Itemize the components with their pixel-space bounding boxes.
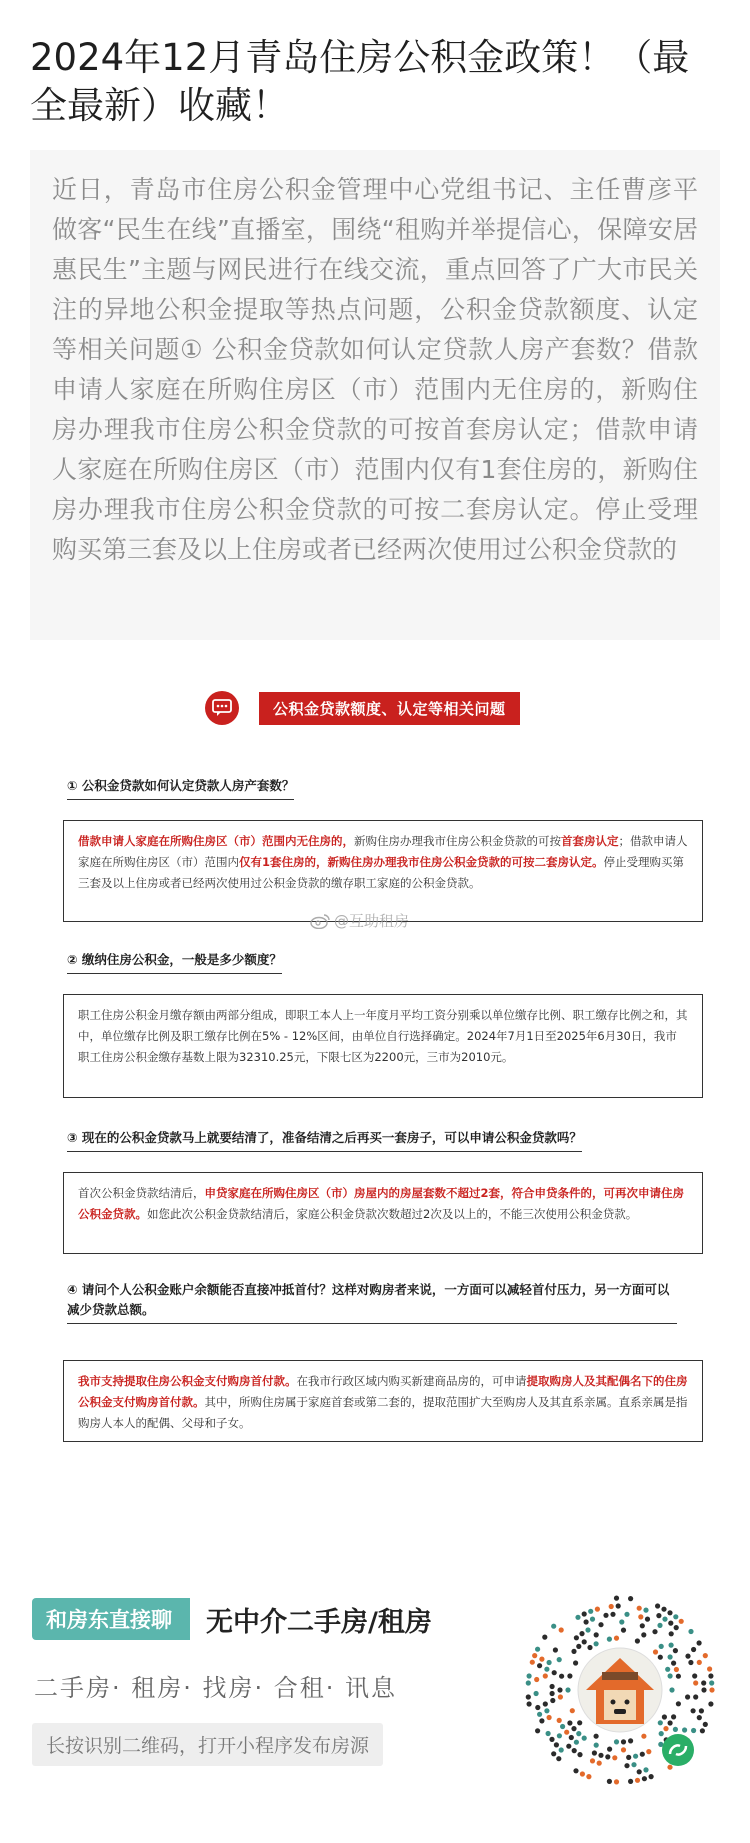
qr-dot [586,1774,591,1779]
qr-dot [688,1629,693,1634]
qr-dot [700,1728,705,1733]
answer-4-text: 其中，所购住房属于家庭首套或第二套的，提取范围扩大至购房人及其直系亲属。直系亲属是指购房人本人的配偶、父母和子女。 [78,1395,688,1430]
qr-dot [547,1715,552,1720]
qr-dot [582,1611,587,1616]
qr-dot [544,1708,549,1713]
qr-dot [697,1640,702,1645]
answer-2-text: 职工住房公积金月缴存额由两部分组成，即职工本人上一年度月平均工资分别乘以单位缴存比例、职工缴存比例之和，其中，单位缴存比例及职工缴存比例在5% - 12%区间，由单位自行选择确定。2024年7月1日至2025年6月30日，我市职工住房公积金缴存基数上限为32310.25元，下限七区为2200元，三市为2010元。 [78,1008,688,1064]
qr-dot [610,1612,615,1617]
qr-dot [557,1657,562,1662]
qr-dot [542,1635,547,1640]
qr-dot [703,1653,708,1658]
qr-dot [557,1733,562,1738]
qr-dot [582,1639,587,1644]
answer-3-text: 如您此次公积金贷款结清后，家庭公积金贷款次数超过2次及以上的，不能三次使用公积金贷款。 [147,1207,638,1221]
qr-dot [656,1613,661,1618]
qr-dot [598,1622,603,1627]
qr-dot [643,1767,648,1772]
qr-dot [668,1621,673,1626]
qr-dot [552,1670,557,1675]
qr-dot [614,1596,619,1601]
answer-4-highlight: 提取购房人及其配偶名下的住房公积金支付购房首付款。 [78,1374,688,1409]
qr-dot [668,1654,673,1659]
qr-dot [665,1667,670,1672]
answer-3-text: 首次公积金贷款结清后， [78,1186,205,1200]
qr-dot [635,1638,640,1643]
question-3: ③ 现在的公积金贷款马上就要结清了，准备结清之后再买一套房子，可以申请公积金贷款吗？ [67,1128,582,1152]
qr-dot [709,1687,714,1692]
qr-dot [658,1720,663,1725]
qr-dot [614,1739,619,1744]
qr-dot [550,1684,555,1689]
qr-dot [597,1761,602,1766]
qr-dot [534,1691,539,1696]
qr-dot [594,1743,599,1748]
qr-dot [691,1708,696,1713]
qr-dot [605,1754,610,1759]
qr-dot [659,1644,664,1649]
qr-dot [673,1727,678,1732]
qr-dot [584,1619,589,1624]
answer-4-text: 在我市行政区域内购买新建商品房的，可申请 [296,1374,527,1388]
qr-dot [671,1714,676,1719]
qr-dot [621,1739,626,1744]
qr-dot [643,1608,648,1613]
promo-headline [32,1598,432,1640]
qr-dot [574,1740,579,1745]
qr-dot [621,1747,626,1752]
qr-dot [594,1641,599,1646]
qr-dot [685,1654,690,1659]
qr-dot [614,1636,619,1641]
qr-dot [641,1734,646,1739]
qr-dot [663,1726,668,1731]
qr-dot [582,1736,587,1741]
qr-dot [558,1694,563,1699]
qr-dot [673,1614,678,1619]
qr-dot [526,1694,531,1699]
qr-dot [624,1763,629,1768]
qr-dot [571,1649,576,1654]
qr-dot [567,1673,572,1678]
qr-dot [557,1687,562,1692]
qr-dot [688,1660,693,1665]
qr-dot [609,1604,614,1609]
chat-bubble-icon [205,691,239,725]
qr-dot [662,1714,667,1719]
qr-dot [682,1727,687,1732]
qr-dot [628,1738,633,1743]
qr-dot [640,1752,645,1757]
qr-dot [619,1619,624,1624]
qr-dot [556,1756,561,1761]
question-2: ② 缴纳住房公积金，一般是多少额度？ [67,950,282,974]
qr-dot [676,1674,681,1679]
qr-dot [669,1631,674,1636]
qr-dot [537,1712,542,1717]
qr-dot [527,1701,532,1706]
qr-dot [697,1660,702,1665]
qr-dot [576,1731,581,1736]
qr-dot [539,1657,544,1662]
qr-dot [547,1660,552,1665]
qr-dot [590,1617,595,1622]
answer-1-text: 新购住房办理我市住房公积金贷款的可按 [354,834,561,848]
qr-dot [594,1734,599,1739]
qr-dot [566,1744,571,1749]
answer-2 [63,994,703,1098]
qr-dot [530,1660,535,1665]
qr-dot [549,1737,554,1742]
qr-dot [537,1663,542,1668]
qr-dot [669,1687,674,1692]
qr-dot [607,1637,612,1642]
qr-dot [657,1623,662,1628]
promo-banner[interactable] [30,1590,720,1820]
qr-dot [546,1731,551,1736]
promo-tag: 和房东直接聊 [32,1598,190,1640]
article-title: 2024年12月青岛住房公积金政策！（最全最新）收藏！ [30,36,690,127]
qr-dot [572,1748,577,1753]
qr-dot [550,1691,555,1696]
answer-4-highlight: 我市支持提取住房公积金支付购房首付款。 [78,1374,297,1388]
qr-dot [646,1749,651,1754]
qr-dot [697,1715,702,1720]
qr-dot [635,1778,640,1783]
qr-dot [543,1673,548,1678]
qr-dot [571,1726,576,1731]
qr-dot [667,1610,672,1615]
qr-dot [527,1673,532,1678]
qr-dot [565,1687,570,1692]
qr-dot [709,1680,714,1685]
article-summary [30,150,720,640]
qr-dot [535,1728,540,1733]
qr-dot [569,1735,574,1740]
promo-title: 无中介二手房/租房 [206,1606,432,1638]
qr-dot [526,1680,531,1685]
qr-dot [551,1624,556,1629]
qr-dot [612,1755,617,1760]
qr-dot [673,1648,678,1653]
qr-dot [645,1617,650,1622]
qr-dot [692,1673,697,1678]
qr-dot [559,1747,564,1752]
qr-dot [631,1762,636,1767]
answer-1-text: 停止受理购买第三套及以上住房或者已经两次使用过公积金贷款的缴存职工家庭的公积金贷款。 [78,855,684,890]
qr-dot [693,1680,698,1685]
qr-dot [559,1674,564,1679]
qr-dot [603,1613,608,1618]
qr-dot [616,1603,621,1608]
qr-dot [641,1632,646,1637]
qr-dot [638,1614,643,1619]
qr-dot [669,1643,674,1648]
answer-4 [63,1360,703,1442]
qr-dot [621,1628,626,1633]
qr-dot [671,1661,676,1666]
answer-1-highlight: 首套房认定 [561,834,619,848]
qr-dot [607,1747,612,1752]
qr-dot [574,1635,579,1640]
qr-dot [535,1705,540,1710]
qr-dot [576,1644,581,1649]
qr-dot [534,1677,539,1682]
qr-dot [588,1609,593,1614]
qr-dot [658,1655,663,1660]
answer-3-highlight: 申贷家庭在所购住房区（市）房屋内的房屋套数不超过2套，符合申贷条件的，可再次申请住房公积金贷款。 [78,1186,684,1221]
infographic-header-title: 公积金贷款额度、认定等相关问题 [259,692,520,725]
qr-dot [637,1606,642,1611]
qr-dot [659,1731,664,1736]
qr-dot [575,1615,580,1620]
qr-dot [532,1653,537,1658]
qr-dot [567,1720,572,1725]
qr-dot [699,1708,704,1713]
question-4: ④ 请问个人公积金账户余额能否直接冲抵首付？这样对购房者来说，一方面可以减轻首付压力，另一方面可以减少贷款总额。 [67,1280,677,1324]
answer-1-text: ；借款申请人家庭在所购住房区（市）范围内 [78,834,688,869]
qr-dot [607,1779,612,1784]
qr-dot [550,1698,555,1703]
qr-dot [633,1754,638,1759]
qr-dot [535,1647,540,1652]
qr-dot [559,1627,564,1632]
qr-dot [590,1758,595,1763]
promo-cta: 长按识别二维码，打开小程序发布房源 [32,1723,383,1766]
qr-dot [662,1617,667,1622]
qr-dot [564,1730,569,1735]
qr-dot [592,1750,597,1755]
qr-dot [628,1779,633,1784]
qr-dot [560,1724,565,1729]
qr-dot [598,1753,603,1758]
qr-dot [668,1720,673,1725]
qr-dot [676,1701,681,1706]
qr-dot [573,1768,578,1773]
qr-dot [626,1755,631,1760]
qr-dot [674,1667,679,1672]
summary-text: 近日，青岛市住房公积金管理中心党组书记、主任曹彦平做客“民生在线”直播室，围绕“租购并举提信心，保障安居惠民生”主题与网民进行在线交流，重点回答了广大市民关注的异地公积金提取等热点问题，公积金贷款额度、认定等相关问题① 公积金贷款如何认定贷款人房产套数？借款申请人家庭在所购住房区（市）范围内无住房的，新购住房办理我市住房公积金贷款的可按首套房认定；借款申请人家庭在所购住房区（市）范围内仅有1套住房的，新购住房办理我市住房公积金贷款的可按二套房认定。停止受理购买第三套及以上住房或者已经两次使用过公积金贷款的 [52,175,698,564]
qr-dot [543,1701,548,1706]
weibo-watermark [310,910,409,931]
qr-dot [594,1632,599,1637]
qr-dot [652,1629,657,1634]
weibo-icon [310,913,330,929]
qr-dot [570,1708,575,1713]
qr-dot [708,1673,713,1678]
qr-dot [701,1680,706,1685]
qr-dot [707,1666,712,1671]
qr-dot [649,1774,654,1779]
qr-dot [553,1647,558,1652]
infographic-image [30,670,720,1550]
answer-1 [63,820,703,922]
qr-dot [674,1625,679,1630]
qr-dot [642,1776,647,1781]
qr-dot [577,1720,582,1725]
qr-dot [554,1742,559,1747]
qr-code-icon[interactable] [520,1590,720,1790]
answer-1-highlight: 借款申请人家庭在所购住房区（市）范围内无住房的， [78,834,354,848]
qr-dot [691,1647,696,1652]
qr-dot [557,1718,562,1723]
qr-dot [668,1673,673,1678]
qr-dot [640,1623,645,1628]
answer-1-highlight: 仅有1套住房的，新购住房办理我市住房公积金贷款的可按二套房认定。 [239,855,604,869]
infographic-header [205,688,520,728]
qr-dot [655,1603,660,1608]
qr-dot [580,1771,585,1776]
question-1: ① 公积金贷款如何认定贷款人房产套数？ [67,776,294,800]
qr-dot [573,1660,578,1665]
qr-dot [679,1619,684,1624]
qr-dot [637,1769,642,1774]
qr-dot [628,1596,633,1601]
qr-dot [708,1701,713,1706]
watermark-text: @互助租房 [334,912,410,930]
qr-dot [701,1687,706,1692]
qr-dot [544,1667,549,1672]
qr-dot [703,1722,708,1727]
qr-dot [691,1728,696,1733]
qr-dot [595,1607,600,1612]
qr-dot [685,1694,690,1699]
qr-dot [667,1765,672,1770]
qr-dot [579,1631,584,1636]
qr-dot [551,1751,556,1756]
qr-dot [539,1718,544,1723]
qr-dot [693,1694,698,1699]
qr-dot [661,1607,666,1612]
qr-dot [653,1649,658,1654]
promo-services: 二手房· 租房· 找房· 合租· 讯息 [34,1674,398,1702]
answer-3 [63,1172,703,1254]
qr-dot [614,1779,619,1784]
qr-dot [624,1612,629,1617]
qr-dot [587,1645,592,1650]
qr-dot [585,1627,590,1632]
qr-dot [577,1752,582,1757]
